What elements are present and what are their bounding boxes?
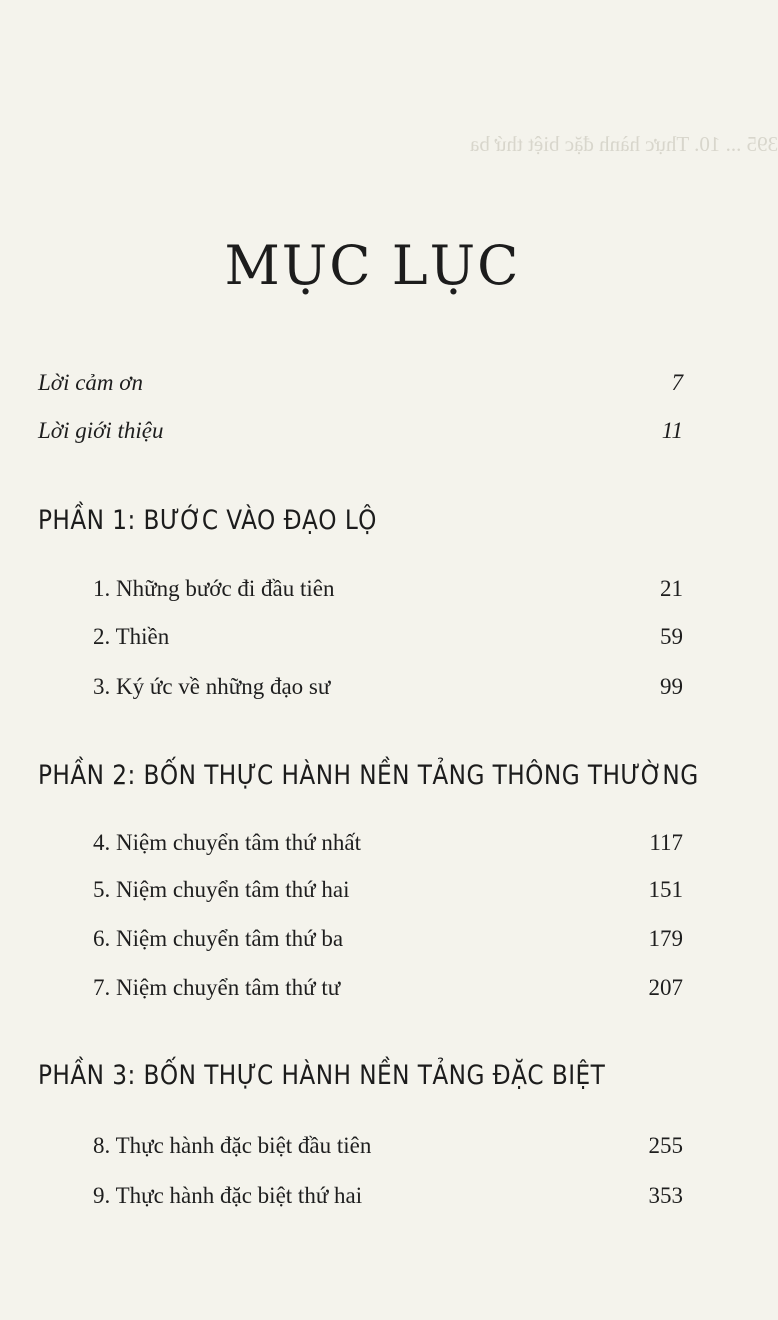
entry-page: 59: [660, 624, 683, 649]
entry-label: 8. Thực hành đặc biệt đầu tiên: [93, 1133, 372, 1158]
entry-page: 151: [648, 877, 683, 902]
show-through-text: 395 ... 10. Thực hành đặc biệt thứ ba: [470, 132, 778, 156]
toc-entry-chapter-1[interactable]: [93, 576, 683, 602]
entry-label: Lời giới thiệu: [38, 418, 164, 443]
toc-entry-chapter-3[interactable]: [93, 674, 683, 700]
toc-entry-introduction[interactable]: [38, 418, 683, 444]
part-heading-1: PHẦN 1: BƯỚC VÀO ĐẠO LỘ: [38, 505, 377, 536]
entry-label: 3. Ký ức về những đạo sư: [93, 674, 331, 699]
entry-label: 7. Niệm chuyển tâm thứ tư: [93, 975, 341, 1000]
entry-page: 7: [671, 370, 683, 395]
entry-page: 353: [648, 1183, 683, 1208]
toc-entry-chapter-6[interactable]: [93, 926, 683, 952]
entry-label: 2. Thiền: [93, 624, 170, 649]
entry-page: 179: [648, 926, 683, 951]
entry-label: 9. Thực hành đặc biệt thứ hai: [93, 1183, 363, 1208]
toc-entry-chapter-8[interactable]: [93, 1133, 683, 1159]
entry-page: 11: [661, 418, 683, 443]
toc-entry-chapter-9[interactable]: [93, 1183, 683, 1209]
toc-entry-chapter-7[interactable]: [93, 975, 683, 1001]
entry-page: 255: [648, 1133, 683, 1158]
entry-page: 207: [648, 975, 683, 1000]
toc-entry-chapter-5[interactable]: [93, 877, 683, 903]
entry-label: 6. Niệm chuyển tâm thứ ba: [93, 926, 344, 951]
toc-entry-acknowledgements[interactable]: [38, 370, 683, 396]
entry-label: Lời cảm ơn: [38, 370, 144, 395]
page-title: MỤC LỤC: [224, 234, 521, 298]
entry-page: 99: [660, 674, 683, 699]
part-heading-3: PHẦN 3: BỐN THỰC HÀNH NỀN TẢNG ĐẶC BIỆT: [38, 1060, 606, 1091]
entry-page: 117: [649, 830, 683, 855]
toc-entry-chapter-2[interactable]: [93, 624, 683, 650]
entry-label: 1. Những bước đi đầu tiên: [93, 576, 335, 601]
toc-entry-chapter-4[interactable]: [93, 830, 683, 856]
entry-label: 4. Niệm chuyển tâm thứ nhất: [93, 830, 361, 855]
entry-page: 21: [660, 576, 683, 601]
entry-label: 5. Niệm chuyển tâm thứ hai: [93, 877, 350, 902]
part-heading-2: PHẦN 2: BỐN THỰC HÀNH NỀN TẢNG THÔNG THƯỜNG: [38, 760, 699, 791]
